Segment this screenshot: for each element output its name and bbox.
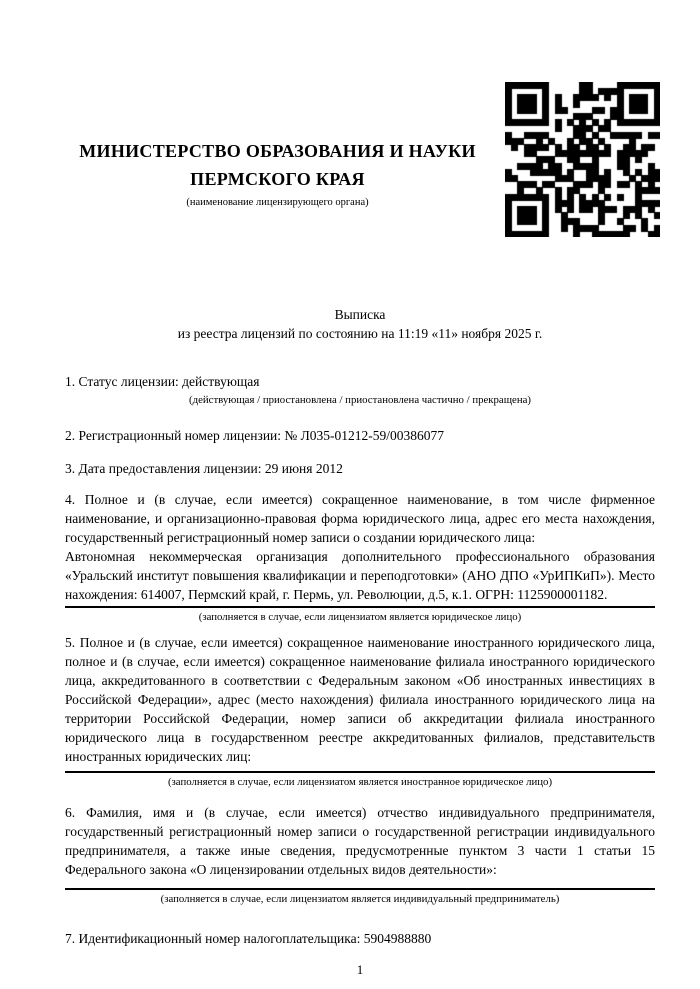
foreign-entity-rule bbox=[65, 771, 655, 773]
page-number: 1 bbox=[356, 962, 364, 977]
qr-code-icon bbox=[505, 82, 660, 237]
foreign-entity-text: 5. Полное и (в случае, если имеется) сокращенное наименование иностранного юридического лица, полное и (в случае, если имеется) сокращенное наименование филиала иностранного юридического лица, аккредитованного в соответствии с Федеральным законом «Об иностранных инвестициях в Российской Федерации», адрес (место нахождения) филиала иностранного юридического лица на территории Российской Федерации, номер записи об аккредитации филиала иностранного юридического лица в государственном реестре аккредитованных филиалов, представительств иностранных юридических лиц: bbox=[65, 635, 655, 764]
item-inn: 7. Идентификационный номер налогоплательщика: 5904988880 bbox=[65, 931, 432, 946]
entrepreneur-rule bbox=[65, 888, 655, 890]
ministry-name-line1: МИНИСТЕРСТВО ОБРАЗОВАНИЯ И НАУКИ bbox=[79, 141, 476, 161]
legal-entity-text: 4. Полное и (в случае, если имеется) сокращенное наименование, в том числе фирменное наименование, и организационно-правовая форма юридического лица, адрес его места нахождения, государственный регистрационный номер записи о создании юридического лица: bbox=[65, 492, 655, 545]
item-foreign-entity bbox=[65, 633, 655, 789]
entrepreneur-text: 6. Фамилия, имя и (в случае, если имеется) отчество индивидуального предпринимателя, государственный регистрационный номер записи о государственной регистрации индивидуального предпринимателя, а также иные сведения, предусмотренные пунктом 3 части 1 статьи 15 Федерального закона «О лицензировании отдельных видов деятельности»: bbox=[65, 805, 655, 877]
document-content bbox=[0, 137, 700, 978]
ministry-name-line2: ПЕРМСКОГО КРАЯ bbox=[190, 169, 365, 189]
item-grant-date: 3. Дата предоставления лицензии: 29 июня 2012 bbox=[65, 461, 343, 476]
ministry-name bbox=[65, 137, 490, 193]
foreign-entity-caption: (заполняется в случае, если лицензиатом является иностранное юридическое лицо) bbox=[167, 776, 553, 788]
legal-entity-value: Автономная некоммерческая организация дополнительного профессионального образования «Уральский институт повышения квалификации и переподготовки» (АНО ДПО «УрИПКиП»). Место нахождения: 614007, Пермский край, г. Пермь, ул. Революции, д.5, к.1. ОГРН: 1125900001182. bbox=[65, 549, 655, 602]
document-title-line1: Выписка bbox=[334, 307, 386, 322]
item-license-status bbox=[65, 372, 655, 407]
ministry-caption: (наименование лицензирующего органа) bbox=[186, 197, 369, 208]
document-title bbox=[65, 305, 655, 343]
document-title-line2: из реестра лицензий по состоянию на 11:19 «11» ноября 2025 г. bbox=[177, 326, 543, 341]
legal-entity-rule bbox=[65, 606, 655, 608]
license-status-caption: (действующая / приостановлена / приостановлена частично / прекращена) bbox=[189, 394, 531, 406]
license-status-text: 1. Статус лицензии: действующая bbox=[65, 374, 260, 389]
entrepreneur-caption: (заполняется в случае, если лицензиатом является индивидуальный предприниматель) bbox=[160, 893, 560, 905]
item-registration-number: 2. Регистрационный номер лицензии: № Л035-01212-59/00386077 bbox=[65, 428, 445, 443]
legal-entity-caption: (заполняется в случае, если лицензиатом является юридическое лицо) bbox=[198, 611, 522, 623]
licensing-authority-block bbox=[65, 137, 490, 209]
item-legal-entity bbox=[65, 490, 655, 624]
item-entrepreneur bbox=[65, 803, 655, 906]
